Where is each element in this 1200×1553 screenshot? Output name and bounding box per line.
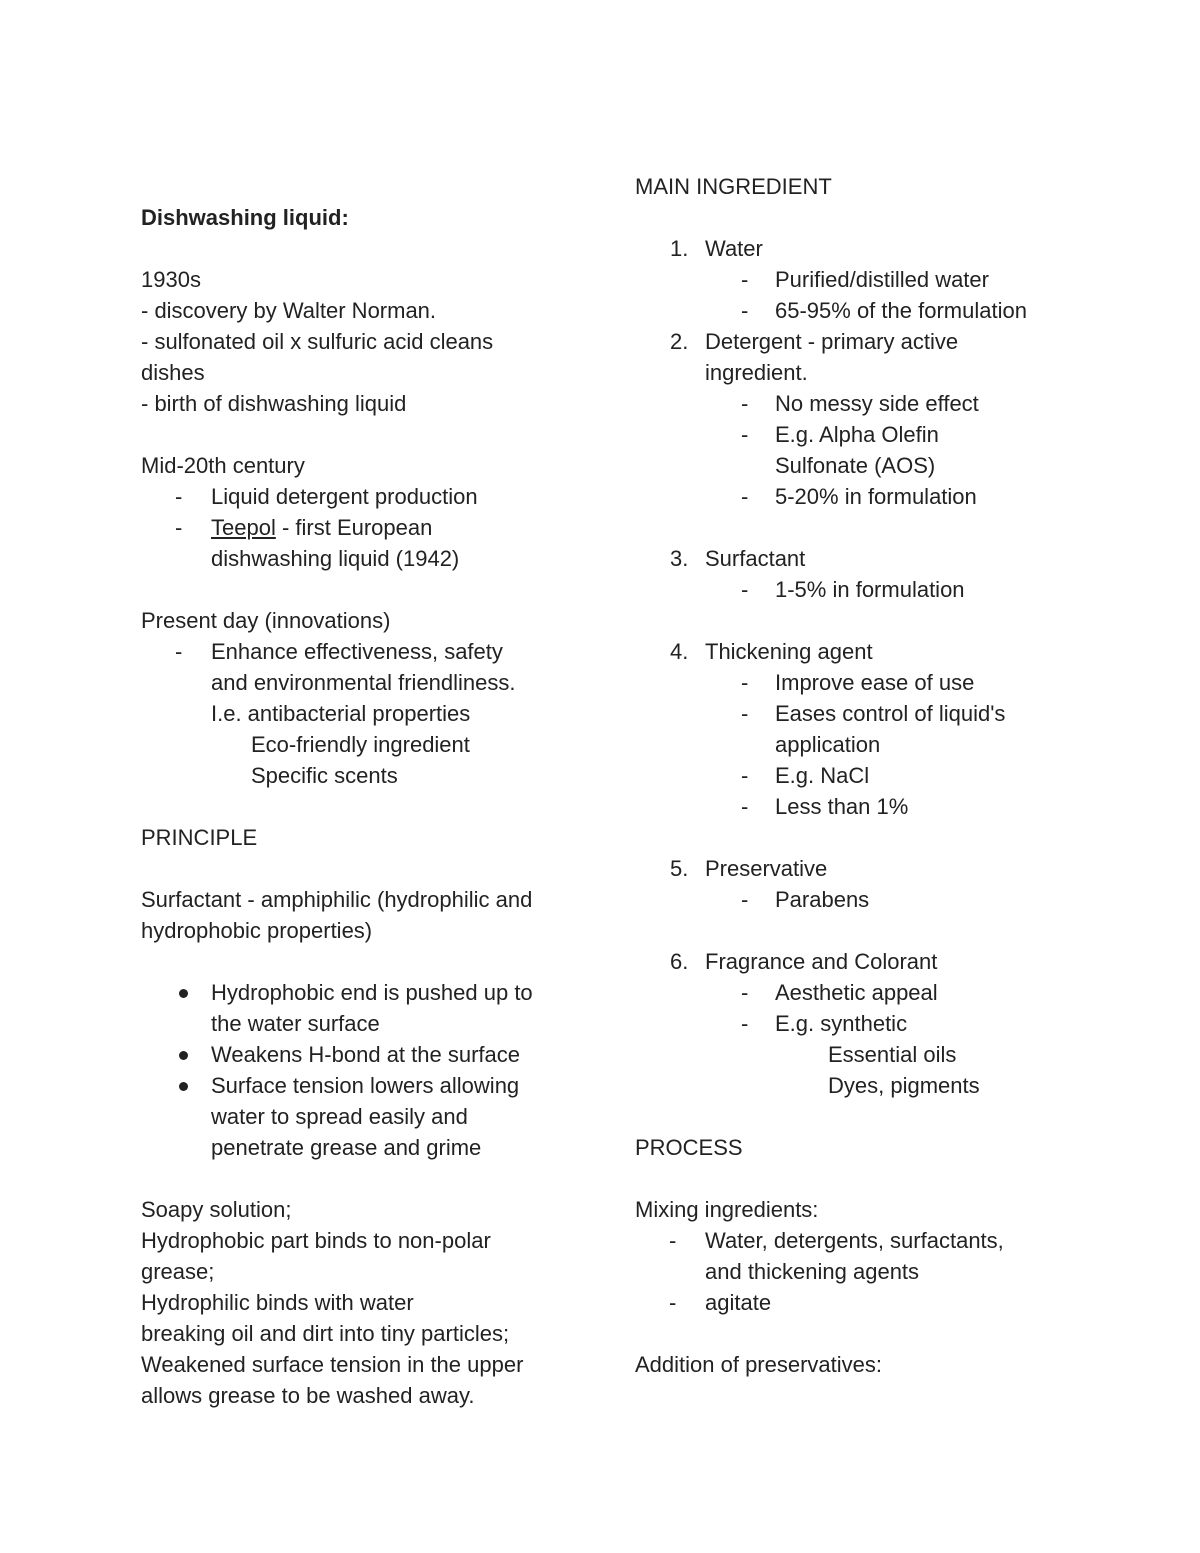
text-line: dishes bbox=[141, 360, 205, 385]
numbered-item: 5. Preservative bbox=[670, 856, 828, 881]
list-item-continuation: and thickening agents bbox=[705, 1259, 920, 1284]
right-column bbox=[635, 171, 1075, 1380]
sub-item: - 5-20% in formulation bbox=[635, 481, 1075, 512]
text-line: Surfactant - amphiphilic (hydrophilic and bbox=[141, 887, 533, 912]
dash-marker: - bbox=[741, 794, 749, 819]
sub-item: - No messy side effect bbox=[635, 388, 1075, 419]
era-mid-20th-heading: Mid-20th century bbox=[141, 453, 305, 478]
dash-marker: - bbox=[741, 980, 749, 1005]
dash-marker: - bbox=[175, 484, 183, 509]
dash-marker: - bbox=[669, 1228, 677, 1253]
numbered-item: 6. Fragrance and Colorant bbox=[670, 949, 938, 974]
sub-item: - Purified/distilled water bbox=[635, 264, 1075, 295]
list-item-continuation: Eco-friendly ingredient bbox=[251, 732, 470, 757]
sub-item: - Less than 1% bbox=[635, 791, 1075, 822]
document-title: Dishwashing liquid: bbox=[141, 205, 349, 230]
bullet-continuation: the water surface bbox=[211, 1011, 380, 1036]
bullet-item: Weakens H-bond at the surface bbox=[141, 1039, 581, 1070]
dash-marker: - bbox=[741, 298, 749, 323]
bullet-item: Hydrophobic end is pushed up to bbox=[141, 977, 581, 1008]
list-item: - agitate bbox=[635, 1287, 1075, 1318]
bullet-dot-icon bbox=[179, 1082, 188, 1091]
bullet-dot-icon bbox=[179, 1051, 188, 1060]
numbered-item: 1. Water bbox=[670, 236, 763, 261]
list-item-continuation: I.e. antibacterial properties bbox=[211, 701, 471, 726]
main-ingredient-heading: MAIN INGREDIENT bbox=[635, 174, 832, 199]
text-line: allows grease to be washed away. bbox=[141, 1383, 475, 1408]
text-line: Hydrophilic binds with water bbox=[141, 1290, 414, 1315]
text-line: Soapy solution; bbox=[141, 1197, 292, 1222]
bullet-dot-icon bbox=[179, 989, 188, 998]
dash-marker: - bbox=[741, 391, 749, 416]
text-line: - sulfonated oil x sulfuric acid cleans bbox=[141, 329, 494, 354]
sub-item: - E.g. synthetic bbox=[635, 1008, 1075, 1039]
dash-marker: - bbox=[741, 701, 749, 726]
list-item-continuation: and environmental friendliness. bbox=[211, 670, 516, 695]
left-column bbox=[141, 202, 581, 1411]
list-item: - Liquid detergent production bbox=[141, 481, 581, 512]
bullet-continuation: penetrate grease and grime bbox=[211, 1135, 482, 1160]
text-line: Addition of preservatives: bbox=[635, 1352, 883, 1377]
sub-item-continuation: Sulfonate (AOS) bbox=[775, 453, 936, 478]
bullet-continuation: water to spread easily and bbox=[211, 1104, 468, 1129]
list-item: - Water, detergents, surfactants, bbox=[635, 1225, 1075, 1256]
numbered-item-continuation: ingredient. bbox=[705, 360, 808, 385]
dash-marker: - bbox=[741, 422, 749, 447]
dash-marker: - bbox=[741, 763, 749, 788]
bullet-item: Surface tension lowers allowing bbox=[141, 1070, 581, 1101]
list-item-continuation: dishwashing liquid (1942) bbox=[211, 546, 460, 571]
text-line: - birth of dishwashing liquid bbox=[141, 391, 407, 416]
sub-item: - E.g. Alpha Olefin bbox=[635, 419, 1075, 450]
sub-item-continuation: application bbox=[775, 732, 881, 757]
dash-marker: - bbox=[669, 1290, 677, 1315]
text-line: grease; bbox=[141, 1259, 215, 1284]
sub-item: - 1-5% in formulation bbox=[635, 574, 1075, 605]
era-present-heading: Present day (innovations) bbox=[141, 608, 391, 633]
text-line: - discovery by Walter Norman. bbox=[141, 298, 437, 323]
numbered-item: 4. Thickening agent bbox=[670, 639, 873, 664]
text-line: breaking oil and dirt into tiny particles; bbox=[141, 1321, 510, 1346]
text-line: Weakened surface tension in the upper bbox=[141, 1352, 524, 1377]
dash-marker: - bbox=[741, 670, 749, 695]
sub-item: - E.g. NaCl bbox=[635, 760, 1075, 791]
dash-marker: - bbox=[741, 267, 749, 292]
dash-marker: - bbox=[741, 1011, 749, 1036]
sub-item: - Parabens bbox=[635, 884, 1075, 915]
dash-marker: - bbox=[741, 484, 749, 509]
dash-marker: - bbox=[175, 639, 183, 664]
sub-item-continuation: Dyes, pigments bbox=[828, 1073, 980, 1098]
text-line: Hydrophobic part binds to non-polar bbox=[141, 1228, 491, 1253]
list-item-continuation: Specific scents bbox=[251, 763, 398, 788]
numbered-item: 3. Surfactant bbox=[670, 546, 806, 571]
numbered-item: 2. Detergent - primary active bbox=[670, 329, 959, 354]
dash-marker: - bbox=[741, 577, 749, 602]
text-line: Mixing ingredients: bbox=[635, 1197, 819, 1222]
teepol-underlined: Teepol bbox=[211, 515, 276, 540]
dash-marker: - bbox=[741, 887, 749, 912]
sub-item: - Eases control of liquid's bbox=[635, 698, 1075, 729]
sub-item-continuation: Essential oils bbox=[828, 1042, 957, 1067]
sub-item: - Improve ease of use bbox=[635, 667, 1075, 698]
sub-item: - 65-95% of the formulation bbox=[635, 295, 1075, 326]
process-heading: PROCESS bbox=[635, 1135, 743, 1160]
list-item: - Enhance effectiveness, safety bbox=[141, 636, 581, 667]
era-1930s-heading: 1930s bbox=[141, 267, 201, 292]
sub-item: - Aesthetic appeal bbox=[635, 977, 1075, 1008]
principle-heading: PRINCIPLE bbox=[141, 825, 258, 850]
dash-marker: - bbox=[175, 515, 183, 540]
text-line: hydrophobic properties) bbox=[141, 918, 373, 943]
list-item: - Teepol - first European bbox=[141, 512, 581, 543]
